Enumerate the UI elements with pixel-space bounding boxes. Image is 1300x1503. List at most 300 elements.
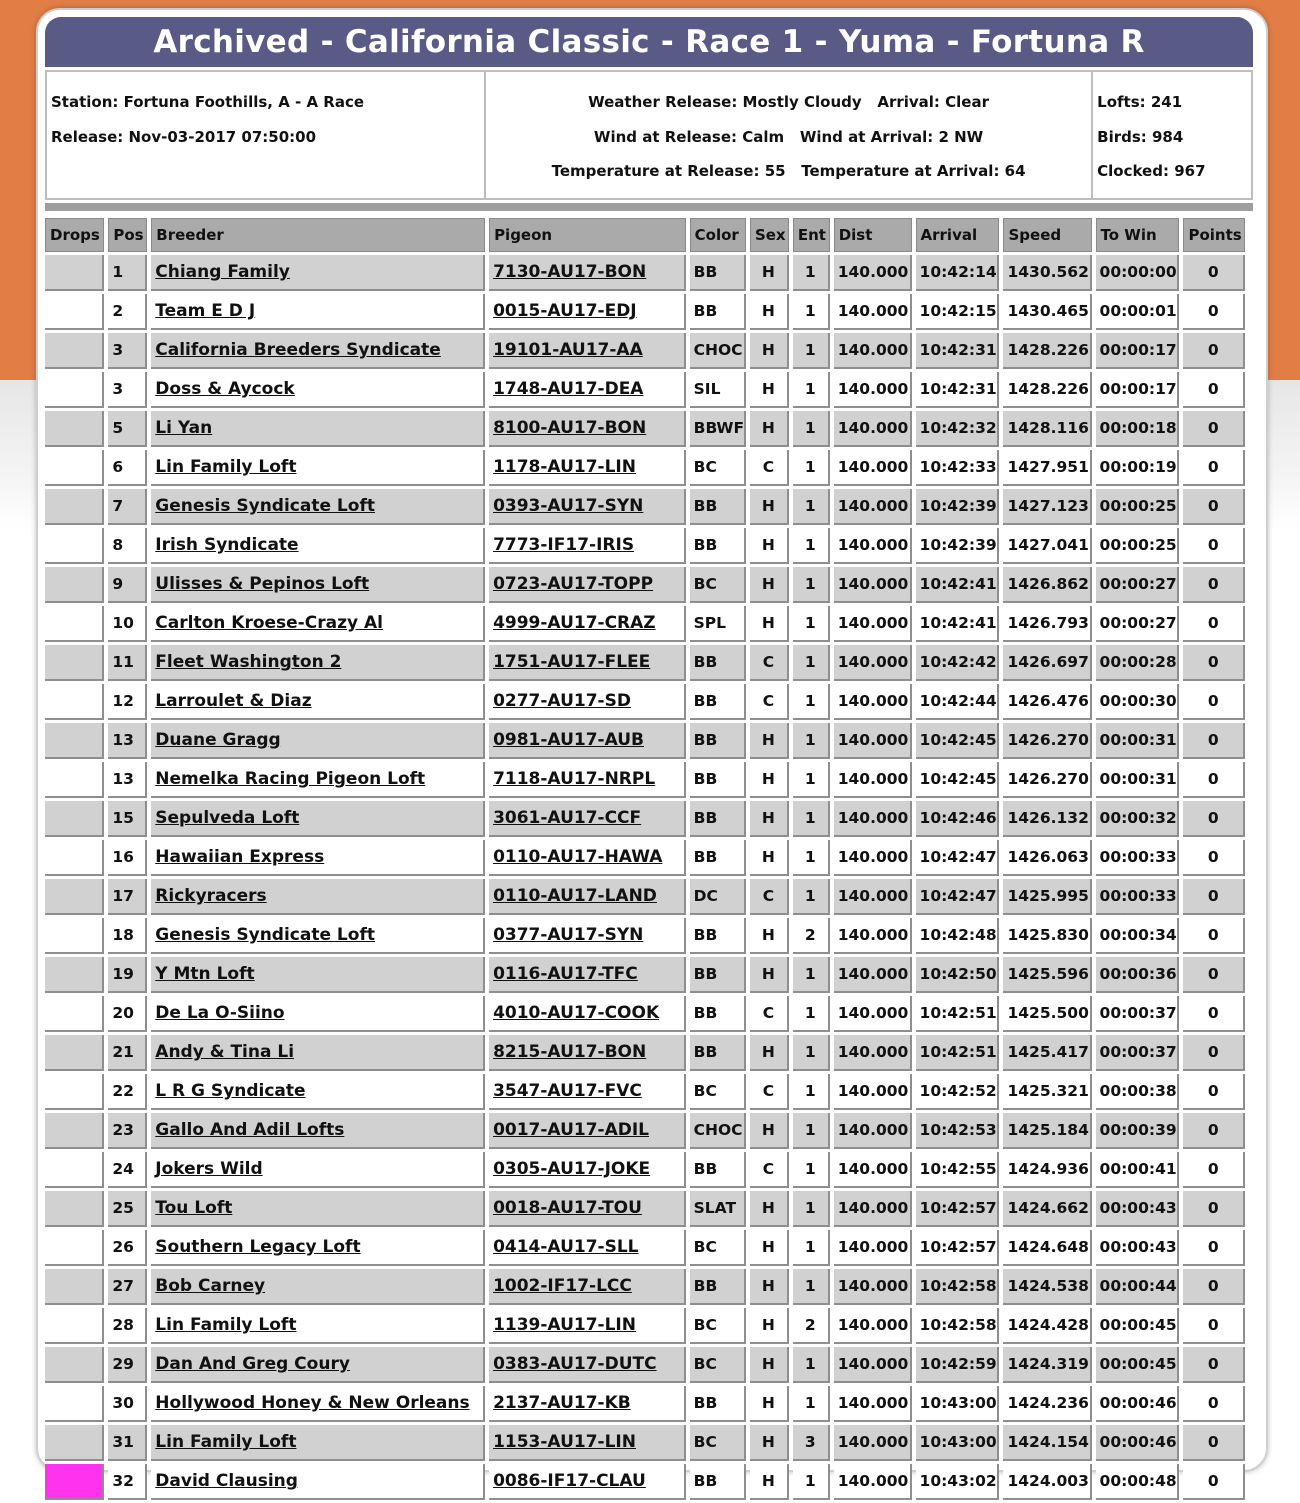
cell-arrival: 10:42:41 — [916, 567, 1000, 603]
cell-points: 0 — [1183, 528, 1245, 564]
cell-arrival: 10:42:15 — [916, 294, 1000, 330]
cell-arrival: 10:42:57 — [916, 1191, 1000, 1227]
cell-pos: 2 — [108, 294, 147, 330]
pigeon-link[interactable]: 3547-AU17-FVC — [493, 1081, 642, 1101]
cell-ent: 1 — [793, 1191, 830, 1227]
cell-drops — [45, 528, 104, 564]
cell-sex: H — [750, 840, 789, 876]
cell-ent: 1 — [793, 1269, 830, 1305]
cell-breeder — [151, 801, 485, 837]
cell-ent: 1 — [793, 450, 830, 486]
cell-towin: 00:00:27 — [1096, 606, 1180, 642]
pigeon-link[interactable]: 0981-AU17-AUB — [493, 730, 644, 750]
cell-arrival: 10:42:33 — [916, 450, 1000, 486]
cell-color: BC — [690, 1074, 746, 1110]
cell-points: 0 — [1183, 957, 1245, 993]
page-title: Archived - California Classic - Race 1 - Yuma - Fortuna R — [45, 17, 1253, 67]
cell-pos: 1 — [108, 255, 147, 291]
cell-speed: 1426.270 — [1003, 723, 1091, 759]
cell-speed: 1426.132 — [1003, 801, 1091, 837]
cell-ent: 2 — [793, 1308, 830, 1344]
breeder-link[interactable]: Doss & Aycock — [155, 379, 295, 399]
breeder-link[interactable]: Carlton Kroese-Crazy Al — [155, 613, 383, 633]
pigeon-link[interactable]: 1139-AU17-LIN — [493, 1315, 636, 1335]
cell-color: BB — [690, 996, 746, 1032]
cell-dist: 140.000 — [834, 1074, 912, 1110]
cell-speed: 1424.662 — [1003, 1191, 1091, 1227]
cell-ent: 1 — [793, 723, 830, 759]
cell-ent: 1 — [793, 255, 830, 291]
cell-color: BC — [690, 450, 746, 486]
cell-towin: 00:00:28 — [1096, 645, 1180, 681]
cell-towin: 00:00:33 — [1096, 840, 1180, 876]
cell-sex: C — [750, 684, 789, 720]
cell-sex: C — [750, 1152, 789, 1188]
cell-dist: 140.000 — [834, 528, 912, 564]
pigeon-link[interactable]: 0110-AU17-HAWA — [493, 847, 663, 867]
cell-points: 0 — [1183, 489, 1245, 525]
cell-drops — [45, 1347, 104, 1383]
cell-arrival: 10:42:50 — [916, 957, 1000, 993]
cell-drops — [45, 918, 104, 954]
breeder-link[interactable]: Rickyracers — [155, 886, 267, 906]
station-info — [46, 71, 485, 199]
pigeon-link[interactable]: 0383-AU17-DUTC — [493, 1354, 657, 1374]
cell-points: 0 — [1183, 879, 1245, 915]
cell-color: BC — [690, 1230, 746, 1266]
breeder-link[interactable]: Southern Legacy Loft — [155, 1237, 361, 1257]
cell-pos: 3 — [108, 372, 147, 408]
pigeon-link[interactable]: 8215-AU17-BON — [493, 1042, 647, 1062]
cell-breeder — [151, 1425, 485, 1461]
breeder-link[interactable]: Tou Loft — [155, 1198, 233, 1218]
cell-sex: C — [750, 996, 789, 1032]
breeder-link[interactable]: California Breeders Syndicate — [155, 340, 441, 360]
cell-breeder — [151, 996, 485, 1032]
cell-towin: 00:00:39 — [1096, 1113, 1180, 1149]
cell-speed: 1424.936 — [1003, 1152, 1091, 1188]
cell-speed: 1424.428 — [1003, 1308, 1091, 1344]
cell-points: 0 — [1183, 1347, 1245, 1383]
cell-points: 0 — [1183, 1386, 1245, 1422]
pigeon-link[interactable]: 7773-IF17-IRIS — [493, 535, 635, 555]
cell-sex: H — [750, 333, 789, 369]
cell-speed: 1427.041 — [1003, 528, 1091, 564]
cell-dist: 140.000 — [834, 567, 912, 603]
table-row — [45, 294, 1245, 330]
cell-towin: 00:00:33 — [1096, 879, 1180, 915]
cell-points: 0 — [1183, 1425, 1245, 1461]
cell-ent: 1 — [793, 1386, 830, 1422]
cell-pos: 10 — [108, 606, 147, 642]
cell-arrival: 10:42:52 — [916, 1074, 1000, 1110]
table-row — [45, 1425, 1245, 1461]
cell-drops — [45, 1113, 104, 1149]
cell-drops — [45, 723, 104, 759]
cell-ent: 1 — [793, 1035, 830, 1071]
cell-breeder — [151, 957, 485, 993]
breeder-link[interactable]: Team E D J — [155, 301, 256, 321]
cell-sex: H — [750, 1113, 789, 1149]
breeder-link[interactable]: Nemelka Racing Pigeon Loft — [155, 769, 426, 789]
cell-towin: 00:00:31 — [1096, 723, 1180, 759]
cell-drops — [45, 1308, 104, 1344]
pigeon-link[interactable]: 3061-AU17-CCF — [493, 808, 642, 828]
cell-drops — [45, 996, 104, 1032]
cell-dist: 140.000 — [834, 333, 912, 369]
cell-sex: H — [750, 1308, 789, 1344]
pigeon-link[interactable]: 0377-AU17-SYN — [493, 925, 644, 945]
cell-ent: 1 — [793, 606, 830, 642]
cell-towin: 00:00:17 — [1096, 372, 1180, 408]
cell-drops — [45, 957, 104, 993]
cell-towin: 00:00:46 — [1096, 1425, 1180, 1461]
breeder-link[interactable]: Jokers Wild — [155, 1159, 263, 1179]
breeder-link[interactable]: Hollywood Honey & New Orleans — [155, 1393, 470, 1413]
cell-dist: 140.000 — [834, 723, 912, 759]
cell-speed: 1424.236 — [1003, 1386, 1091, 1422]
breeder-link[interactable]: Lin Family Loft — [155, 1315, 297, 1335]
cell-pigeon — [489, 801, 686, 837]
cell-pos: 28 — [108, 1308, 147, 1344]
breeder-link[interactable]: Ulisses & Pepinos Loft — [155, 574, 370, 594]
cell-points: 0 — [1183, 450, 1245, 486]
pigeon-link[interactable]: 0110-AU17-LAND — [493, 886, 657, 906]
table-row — [45, 684, 1245, 720]
cell-drops — [45, 801, 104, 837]
cell-speed: 1428.226 — [1003, 372, 1091, 408]
cell-pigeon — [489, 918, 686, 954]
cell-sex: C — [750, 645, 789, 681]
cell-pigeon — [489, 762, 686, 798]
cell-sex: H — [750, 1230, 789, 1266]
cell-speed: 1424.003 — [1003, 1464, 1091, 1500]
cell-towin: 00:00:43 — [1096, 1191, 1180, 1227]
cell-color: BB — [690, 1386, 746, 1422]
counts-info — [1092, 71, 1252, 199]
cell-pigeon — [489, 333, 686, 369]
cell-towin: 00:00:38 — [1096, 1074, 1180, 1110]
pigeon-link[interactable]: 1751-AU17-FLEE — [493, 652, 651, 672]
column-header-to-win: To Win — [1096, 218, 1180, 252]
cell-arrival: 10:42:42 — [916, 645, 1000, 681]
table-row — [45, 879, 1245, 915]
cell-speed: 1424.648 — [1003, 1230, 1091, 1266]
table-row — [45, 996, 1245, 1032]
cell-towin: 00:00:25 — [1096, 528, 1180, 564]
cell-color: SLAT — [690, 1191, 746, 1227]
cell-pos: 27 — [108, 1269, 147, 1305]
cell-sex: H — [750, 1269, 789, 1305]
cell-color: BB — [690, 801, 746, 837]
breeder-link[interactable]: Irish Syndicate — [155, 535, 299, 555]
cell-color: BB — [690, 255, 746, 291]
cell-drops — [45, 372, 104, 408]
pigeon-link[interactable]: 1748-AU17-DEA — [493, 379, 644, 399]
cell-speed: 1425.184 — [1003, 1113, 1091, 1149]
table-row — [45, 528, 1245, 564]
cell-drops — [45, 567, 104, 603]
breeder-link[interactable]: Genesis Syndicate Loft — [155, 496, 375, 516]
table-row — [45, 918, 1245, 954]
cell-pos: 23 — [108, 1113, 147, 1149]
column-header-sex: Sex — [750, 218, 789, 252]
cell-towin: 00:00:43 — [1096, 1230, 1180, 1266]
pigeon-link[interactable]: 7130-AU17-BON — [493, 262, 647, 282]
pigeon-link[interactable]: 7118-AU17-NRPL — [493, 769, 656, 789]
cell-color: SPL — [690, 606, 746, 642]
breeder-link[interactable]: David Clausing — [155, 1471, 298, 1491]
cell-pigeon — [489, 1308, 686, 1344]
cell-ent: 1 — [793, 801, 830, 837]
cell-drops — [45, 1464, 104, 1500]
cell-towin: 00:00:18 — [1096, 411, 1180, 447]
cell-ent: 1 — [793, 411, 830, 447]
cell-pigeon — [489, 1230, 686, 1266]
cell-ent: 1 — [793, 372, 830, 408]
breeder-link[interactable]: Genesis Syndicate Loft — [155, 925, 375, 945]
table-header — [45, 218, 1245, 252]
breeder-link[interactable]: Dan And Greg Coury — [155, 1354, 350, 1374]
cell-color: DC — [690, 879, 746, 915]
cell-points: 0 — [1183, 996, 1245, 1032]
cell-speed: 1425.417 — [1003, 1035, 1091, 1071]
table-row — [45, 606, 1245, 642]
cell-drops — [45, 1386, 104, 1422]
breeder-link[interactable]: Larroulet & Diaz — [155, 691, 312, 711]
cell-dist: 140.000 — [834, 1035, 912, 1071]
cell-drops — [45, 1425, 104, 1461]
cell-arrival: 10:42:59 — [916, 1347, 1000, 1383]
cell-pigeon — [489, 567, 686, 603]
cell-color: BB — [690, 723, 746, 759]
column-header-speed: Speed — [1003, 218, 1091, 252]
cell-arrival: 10:42:47 — [916, 840, 1000, 876]
cell-towin: 00:00:37 — [1096, 996, 1180, 1032]
pigeon-link[interactable]: 0018-AU17-TOU — [493, 1198, 642, 1218]
pigeon-link[interactable]: 1002-IF17-LCC — [493, 1276, 632, 1296]
cell-dist: 140.000 — [834, 1386, 912, 1422]
cell-ent: 1 — [793, 996, 830, 1032]
cell-breeder — [151, 645, 485, 681]
cell-points: 0 — [1183, 411, 1245, 447]
cell-pos: 17 — [108, 879, 147, 915]
cell-arrival: 10:42:41 — [916, 606, 1000, 642]
cell-ent: 1 — [793, 333, 830, 369]
cell-breeder — [151, 1347, 485, 1383]
pigeon-link[interactable]: 0414-AU17-SLL — [493, 1237, 639, 1257]
table-row — [45, 1464, 1245, 1500]
cell-pigeon — [489, 528, 686, 564]
cell-drops — [45, 294, 104, 330]
pigeon-link[interactable]: 1153-AU17-LIN — [493, 1432, 636, 1452]
breeder-link[interactable]: Gallo And Adil Lofts — [155, 1120, 345, 1140]
cell-breeder — [151, 1191, 485, 1227]
table-row — [45, 1386, 1245, 1422]
cell-pigeon — [489, 840, 686, 876]
cell-breeder — [151, 918, 485, 954]
cell-towin: 00:00:45 — [1096, 1347, 1180, 1383]
pigeon-link[interactable]: 4999-AU17-CRAZ — [493, 613, 656, 633]
breeder-link[interactable]: Andy & Tina Li — [155, 1042, 295, 1062]
cell-points: 0 — [1183, 723, 1245, 759]
cell-pigeon — [489, 684, 686, 720]
cell-color: BBWF — [690, 411, 746, 447]
cell-ent: 1 — [793, 684, 830, 720]
cell-pos: 16 — [108, 840, 147, 876]
cell-pos: 25 — [108, 1191, 147, 1227]
cell-drops — [45, 1035, 104, 1071]
cell-pos: 29 — [108, 1347, 147, 1383]
cell-sex: H — [750, 255, 789, 291]
cell-ent: 3 — [793, 1425, 830, 1461]
breeder-link[interactable]: Hawaiian Express — [155, 847, 325, 867]
cell-breeder — [151, 450, 485, 486]
pigeon-link[interactable]: 4010-AU17-COOK — [493, 1003, 660, 1023]
cell-points: 0 — [1183, 1269, 1245, 1305]
table-row — [45, 567, 1245, 603]
cell-arrival: 10:42:58 — [916, 1308, 1000, 1344]
cell-drops — [45, 1191, 104, 1227]
pigeon-link[interactable]: 19101-AU17-AA — [493, 340, 643, 360]
cell-dist: 140.000 — [834, 840, 912, 876]
cell-pigeon — [489, 1152, 686, 1188]
breeder-link[interactable]: Sepulveda Loft — [155, 808, 300, 828]
cell-arrival: 10:42:39 — [916, 528, 1000, 564]
cell-color: BB — [690, 918, 746, 954]
table-row — [45, 1191, 1245, 1227]
cell-dist: 140.000 — [834, 1230, 912, 1266]
cell-arrival: 10:42:44 — [916, 684, 1000, 720]
cell-towin: 00:00:46 — [1096, 1386, 1180, 1422]
cell-points: 0 — [1183, 294, 1245, 330]
cell-breeder — [151, 723, 485, 759]
cell-speed: 1426.862 — [1003, 567, 1091, 603]
pigeon-link[interactable]: 0086-IF17-CLAU — [493, 1471, 646, 1491]
cell-ent: 1 — [793, 528, 830, 564]
cell-pos: 20 — [108, 996, 147, 1032]
cell-breeder — [151, 333, 485, 369]
cell-dist: 140.000 — [834, 372, 912, 408]
cell-ent: 2 — [793, 918, 830, 954]
pigeon-link[interactable]: 0723-AU17-TOPP — [493, 574, 654, 594]
cell-arrival: 10:42:58 — [916, 1269, 1000, 1305]
table-row — [45, 801, 1245, 837]
cell-sex: H — [750, 723, 789, 759]
cell-speed: 1424.319 — [1003, 1347, 1091, 1383]
cell-points: 0 — [1183, 1191, 1245, 1227]
table-row — [45, 723, 1245, 759]
pigeon-link[interactable]: 1178-AU17-LIN — [493, 457, 636, 477]
pigeon-link[interactable]: 8100-AU17-BON — [493, 418, 647, 438]
cell-drops — [45, 762, 104, 798]
cell-speed: 1425.830 — [1003, 918, 1091, 954]
cell-drops — [45, 1230, 104, 1266]
cell-ent: 1 — [793, 957, 830, 993]
cell-pigeon — [489, 489, 686, 525]
cell-dist: 140.000 — [834, 801, 912, 837]
breeder-link[interactable]: Bob Carney — [155, 1276, 266, 1296]
pigeon-link[interactable]: 0017-AU17-ADIL — [493, 1120, 650, 1140]
cell-points: 0 — [1183, 1464, 1245, 1500]
cell-dist: 140.000 — [834, 1308, 912, 1344]
breeder-link[interactable]: Fleet Washington 2 — [155, 652, 342, 672]
cell-ent: 1 — [793, 1347, 830, 1383]
cell-breeder — [151, 528, 485, 564]
cell-sex: H — [750, 372, 789, 408]
cell-sex: H — [750, 762, 789, 798]
cell-sex: H — [750, 1191, 789, 1227]
cell-color: BB — [690, 684, 746, 720]
column-header-color: Color — [690, 218, 746, 252]
cell-dist: 140.000 — [834, 1113, 912, 1149]
cell-speed: 1430.465 — [1003, 294, 1091, 330]
pigeon-link[interactable]: 0277-AU17-SD — [493, 691, 631, 711]
breeder-link[interactable]: Li Yan — [155, 418, 213, 438]
cell-pos: 13 — [108, 762, 147, 798]
breeder-link[interactable]: L R G Syndicate — [155, 1081, 306, 1101]
column-header-ent: Ent — [793, 218, 830, 252]
cell-arrival: 10:42:57 — [916, 1230, 1000, 1266]
cell-dist: 140.000 — [834, 996, 912, 1032]
cell-sex: C — [750, 1074, 789, 1110]
cell-sex: H — [750, 294, 789, 330]
cell-ent: 1 — [793, 762, 830, 798]
cell-points: 0 — [1183, 684, 1245, 720]
pigeon-link[interactable]: 0393-AU17-SYN — [493, 496, 644, 516]
breeder-link[interactable]: Y Mtn Loft — [155, 964, 255, 984]
cell-arrival: 10:43:00 — [916, 1425, 1000, 1461]
column-header-points: Points — [1183, 218, 1245, 252]
cell-breeder — [151, 1269, 485, 1305]
pigeon-link[interactable]: 0116-AU17-TFC — [493, 964, 638, 984]
breeder-link[interactable]: De La O-Siino — [155, 1003, 285, 1023]
cell-dist: 140.000 — [834, 255, 912, 291]
divider — [45, 203, 1253, 211]
cell-pos: 9 — [108, 567, 147, 603]
cell-breeder — [151, 1113, 485, 1149]
cell-pos: 3 — [108, 333, 147, 369]
cell-pos: 22 — [108, 1074, 147, 1110]
cell-points: 0 — [1183, 333, 1245, 369]
cell-drops — [45, 606, 104, 642]
cell-sex: C — [750, 450, 789, 486]
pigeon-link[interactable]: 0305-AU17-JOKE — [493, 1159, 651, 1179]
pigeon-link[interactable]: 2137-AU17-KB — [493, 1393, 631, 1413]
cell-dist: 140.000 — [834, 1152, 912, 1188]
cell-pigeon — [489, 996, 686, 1032]
breeder-link[interactable]: Chiang Family — [155, 262, 290, 282]
breeder-link[interactable]: Duane Gragg — [155, 730, 281, 750]
cell-pigeon — [489, 1347, 686, 1383]
cell-towin: 00:00:31 — [1096, 762, 1180, 798]
cell-color: BB — [690, 528, 746, 564]
cell-sex: H — [750, 1464, 789, 1500]
cell-pigeon — [489, 1074, 686, 1110]
pigeon-link[interactable]: 0015-AU17-EDJ — [493, 301, 637, 321]
column-header-pigeon: Pigeon — [489, 218, 686, 252]
cell-points: 0 — [1183, 1308, 1245, 1344]
cell-towin: 00:00:30 — [1096, 684, 1180, 720]
breeder-link[interactable]: Lin Family Loft — [155, 457, 297, 477]
cell-drops — [45, 645, 104, 681]
cell-towin: 00:00:48 — [1096, 1464, 1180, 1500]
breeder-link[interactable]: Lin Family Loft — [155, 1432, 297, 1452]
cell-ent: 1 — [793, 489, 830, 525]
table-row — [45, 372, 1245, 408]
cell-breeder — [151, 1308, 485, 1344]
cell-dist: 140.000 — [834, 1425, 912, 1461]
